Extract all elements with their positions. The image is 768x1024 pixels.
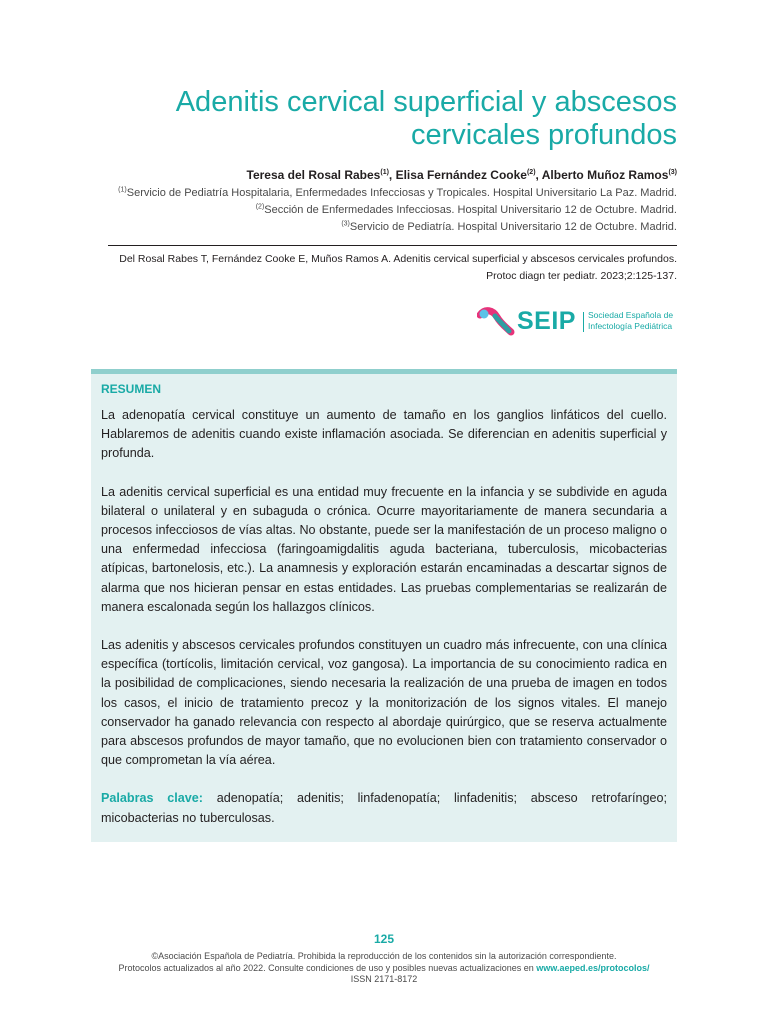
affiliation-text: Sección de Enfermedades Infecciosas. Hospital Universitario 12 de Octubre. Madrid. [264,204,677,216]
logo-society-name [588,310,673,332]
abstract-heading: RESUMEN [101,382,162,396]
logo-society-line-1: Sociedad Española de [588,310,674,320]
affiliation-item [17,219,677,236]
footer-link[interactable]: www.aeped.es/protocolos/ [536,962,650,973]
affiliation-marker: (1) [118,186,127,194]
page-footer [0,951,768,986]
citation [77,251,677,285]
author-affiliation-marker: (2) [526,169,536,176]
citation-line-2: Protoc diagn ter pediatr. 2023;2:125-137. [486,270,677,282]
seip-logo-icon [477,306,515,338]
seip-logo [477,306,677,338]
author-name: Elisa Fernández Cooke [395,168,527,182]
citation-line-1: Del Rosal Rabes T, Fernández Cooke E, Muños Ramos A. Adenitis cervical superficial y abscesos cervicales profundos. [119,253,677,265]
page-number: 125 [373,932,395,946]
author-separator: , [535,168,542,182]
author-name: Teresa del Rosal Rabes [246,168,381,182]
abstract-paragraph: La adenitis cervical superficial es una entidad muy frecuente en la infancia y se subdivide en aguda bilateral o unilateral y en subaguda o crónica. Ocurre mayoritariamente de manera secundaria a procesos infecciosos de vías altas. No obstante, puede ser la manifestación de un proceso maligno o una enfermedad infecciosa (faringoamigdalitis aguda bacteriana, tuberculosis, micobacterias atípicas, bartonelosis, etc.). La anamnesis y exploración estarán encaminadas a descartar signos de alarma que nos hicieran pensar en estas entidades. Las pruebas complementarias se realizarán de manera escalonada según los hallazgos clínicos. [101,484,667,614]
abstract-paragraph: Las adenitis y abscesos cervicales profundos constituyen un cuadro más infrecuente, con una clínica específica (tortícolis, limitación cervical, voz gangosa). La importancia de su conocimiento radica en la posibilidad de complicaciones, siendo necesaria la realización de una prueba de imagen en todos los casos, el inicio de tratamiento precoz y la monitorización de los signos vitales. El manejo conservador ha ganado relevancia con respecto al abordaje quirúrgico, que se reserva actualmente para abscesos profundos de mayor tamaño, que no evolucionen bien con tratamiento conservador o que comprometan la vía aérea. [101,638,667,768]
keywords-label: Palabras clave: [101,791,203,806]
author-affiliation-marker: (1) [380,169,389,176]
affiliation-list [17,185,677,236]
footer-issn: ISSN 2171-8172 [350,974,418,984]
article-title-line-1: Adenitis cervical superficial y abscesos [175,86,677,118]
author-separator: , [388,168,396,182]
affiliation-item [17,185,677,202]
affiliation-marker: (3) [341,220,350,228]
affiliation-marker: (2) [255,203,265,211]
author-list [57,167,677,183]
logo-society-line-2: Infectología Pediátrica [588,321,673,331]
abstract-paragraph: La adenopatía cervical constituye un aumento de tamaño en los ganglios linfáticos del cuello. Hablaremos de adenitis cuando existe inflamación asociada. Se diferencian en adenitis superficial y profunda. [101,408,667,461]
header-divider [108,245,677,246]
logo-divider [583,312,584,332]
footer-copyright: ©Asociación Española de Pediatría. Prohibida la reproducción de los contenidos sin la autorización correspondiente. [151,951,617,961]
footer-update-text: Protocolos actualizados al año 2022. Consulte condiciones de uso y posibles nuevas actualizaciones en [118,962,534,973]
affiliation-text: Servicio de Pediatría Hospitalaria, Enfermedades Infecciosas y Tropicales. Hospital Universitario La Paz. Madrid. [126,187,677,199]
abstract-box [91,369,677,842]
keywords-text: adenopatía; adenitis; linfadenopatía; linfadenitis; absceso retrofaríngeo; micobacterias no tuberculosas. [101,791,668,825]
affiliation-text: Servicio de Pediatría. Hospital Universitario 12 de Octubre. Madrid. [349,221,677,233]
article-title-line-2: cervicales profundos [411,119,677,151]
author-name: Alberto Muñoz Ramos [541,168,669,182]
logo-acronym: SEIP [517,307,576,335]
affiliation-item [17,202,677,219]
keywords [101,789,667,827]
footer-update-note [0,963,768,975]
article-title [77,86,677,152]
author-affiliation-marker: (3) [668,169,677,176]
